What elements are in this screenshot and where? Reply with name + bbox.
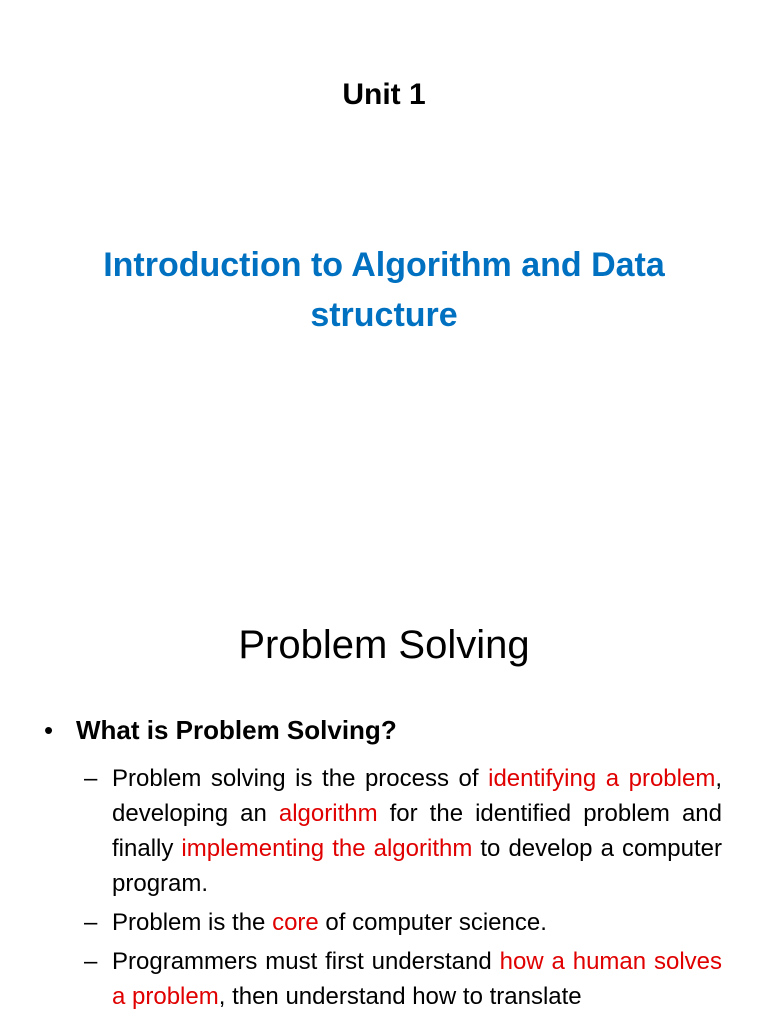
sub2-highlight-1: core bbox=[272, 909, 319, 936]
sub2-text-1: Problem is the bbox=[112, 909, 273, 936]
sub2-text-2: of computer science. bbox=[318, 909, 547, 936]
dash-marker: – bbox=[84, 765, 98, 792]
dash-marker: – bbox=[84, 909, 98, 936]
sub1-text-3: for the identified problem and finally bbox=[112, 800, 722, 862]
sub1-text-1: Problem solving is the process of bbox=[112, 765, 489, 792]
sub-bullet-3 bbox=[84, 944, 722, 1014]
sub-bullet-1 bbox=[84, 761, 722, 901]
unit-title: Unit 1 bbox=[342, 78, 426, 111]
sub1-text-4: to develop a computer program. bbox=[112, 835, 723, 897]
sub1-highlight-1: identifying a problem bbox=[488, 765, 716, 792]
sub-bullet-list bbox=[84, 761, 722, 1018]
bullet-text: What is Problem Solving? bbox=[76, 715, 397, 745]
sub1-text-2: , developing an bbox=[112, 765, 722, 827]
slide-title: Problem Solving bbox=[238, 623, 530, 667]
sub3-highlight-1: how a human solves a problem bbox=[112, 948, 723, 1010]
sub1-highlight-3: implementing the algorithm bbox=[181, 835, 473, 862]
intro-title bbox=[40, 240, 728, 340]
slide-problem-solving bbox=[0, 575, 768, 1024]
sub1-highlight-2: algorithm bbox=[278, 800, 378, 827]
bullet-marker: • bbox=[44, 715, 54, 745]
dash-marker: – bbox=[84, 948, 98, 975]
sub3-text-2: , then understand how to translate bbox=[218, 983, 582, 1010]
intro-title-line2: structure bbox=[310, 296, 458, 334]
sub-bullet-2 bbox=[84, 905, 722, 940]
intro-title-line1: Introduction to Algorithm and Data bbox=[103, 246, 665, 284]
bullet-item bbox=[44, 715, 397, 746]
sub3-text-1: Programmers must first understand bbox=[112, 948, 500, 975]
